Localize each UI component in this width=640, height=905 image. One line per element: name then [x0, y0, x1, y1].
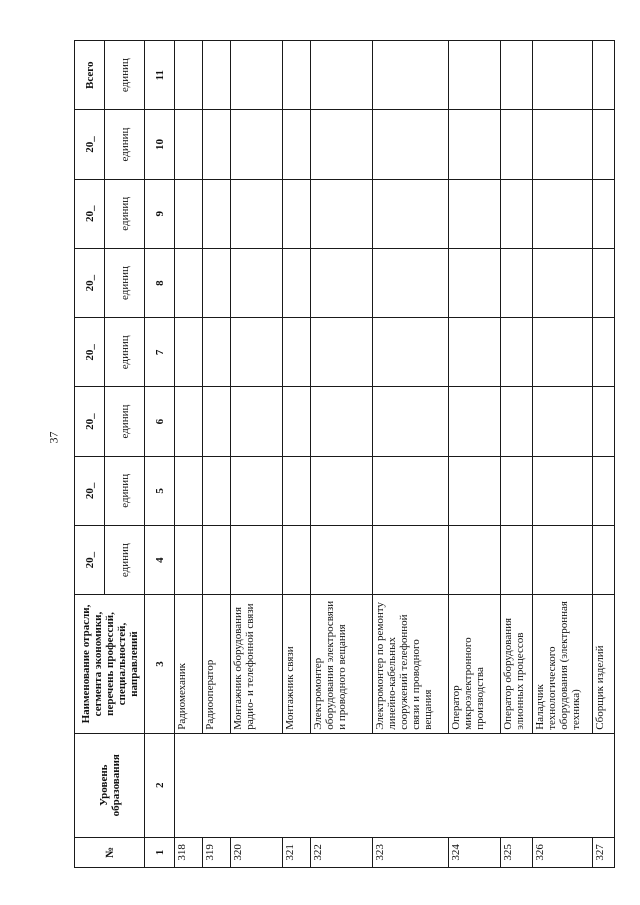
column-number: 7 — [145, 318, 175, 387]
document-page — [74, 40, 604, 868]
column-number: 5 — [145, 456, 175, 525]
profession-name: Электромонтер оборудования электросвязи и проводного вещания — [311, 595, 373, 734]
header-year: 20_ — [75, 387, 105, 456]
row-number: 325 — [501, 837, 533, 867]
profession-name: Наладчик технологического оборудования (электронная техника) — [533, 595, 593, 734]
column-number: 11 — [145, 41, 175, 110]
row-number: 319 — [203, 837, 231, 867]
unit-label: единиц — [105, 318, 145, 387]
column-number: 6 — [145, 387, 175, 456]
profession-name: Монтажник оборудования радио- и телефонной связи — [231, 595, 283, 734]
row-number: 324 — [449, 837, 501, 867]
column-number: 10 — [145, 110, 175, 179]
row-number: 326 — [533, 837, 593, 867]
column-number: 3 — [145, 595, 175, 734]
row-number: 323 — [373, 837, 449, 867]
column-number: 8 — [145, 248, 175, 317]
row-number: 322 — [311, 837, 373, 867]
header-profession-name: Наименование отрасли, сегмента экономики, перечень профессий, специальностей, направлений — [75, 595, 145, 734]
row-number: 320 — [231, 837, 283, 867]
profession-name: Сборщик изделий — [593, 595, 615, 734]
header-year: 20_ — [75, 110, 105, 179]
page-number: 37 — [46, 431, 61, 444]
row-number: 318 — [175, 837, 203, 867]
unit-label: единиц — [105, 525, 145, 594]
profession-name: Оператор оборудования элионных процессов — [501, 595, 533, 734]
unit-label: единиц — [105, 110, 145, 179]
profession-name: Оператор микроэлектронного производства — [449, 595, 501, 734]
column-number: 9 — [145, 179, 175, 248]
header-year: 20_ — [75, 456, 105, 525]
workforce-table — [74, 40, 615, 868]
column-number: 2 — [145, 733, 175, 837]
header-year: 20_ — [75, 179, 105, 248]
row-number: 327 — [593, 837, 615, 867]
row-number: 321 — [283, 837, 311, 867]
header-number: № — [75, 837, 145, 867]
unit-label: единиц — [105, 179, 145, 248]
unit-label: единиц — [105, 387, 145, 456]
header-year: 20_ — [75, 248, 105, 317]
profession-name: Радиооператор — [203, 595, 231, 734]
header-year: 20_ — [75, 318, 105, 387]
header-education-level: Уровень образования — [75, 733, 145, 837]
unit-label: единиц — [105, 41, 145, 110]
header-year: 20_ — [75, 525, 105, 594]
profession-name: Монтажник связи — [283, 595, 311, 734]
profession-name: Радиомеханик — [175, 595, 203, 734]
unit-label: единиц — [105, 248, 145, 317]
education-level-cell — [175, 733, 615, 837]
column-number: 1 — [145, 837, 175, 867]
unit-label: единиц — [105, 456, 145, 525]
profession-name: Электромонтер по ремонту линейно-кабельных сооружений телефонной связи и проводного вещания — [373, 595, 449, 734]
header-total: Всего — [75, 41, 105, 110]
column-number: 4 — [145, 525, 175, 594]
